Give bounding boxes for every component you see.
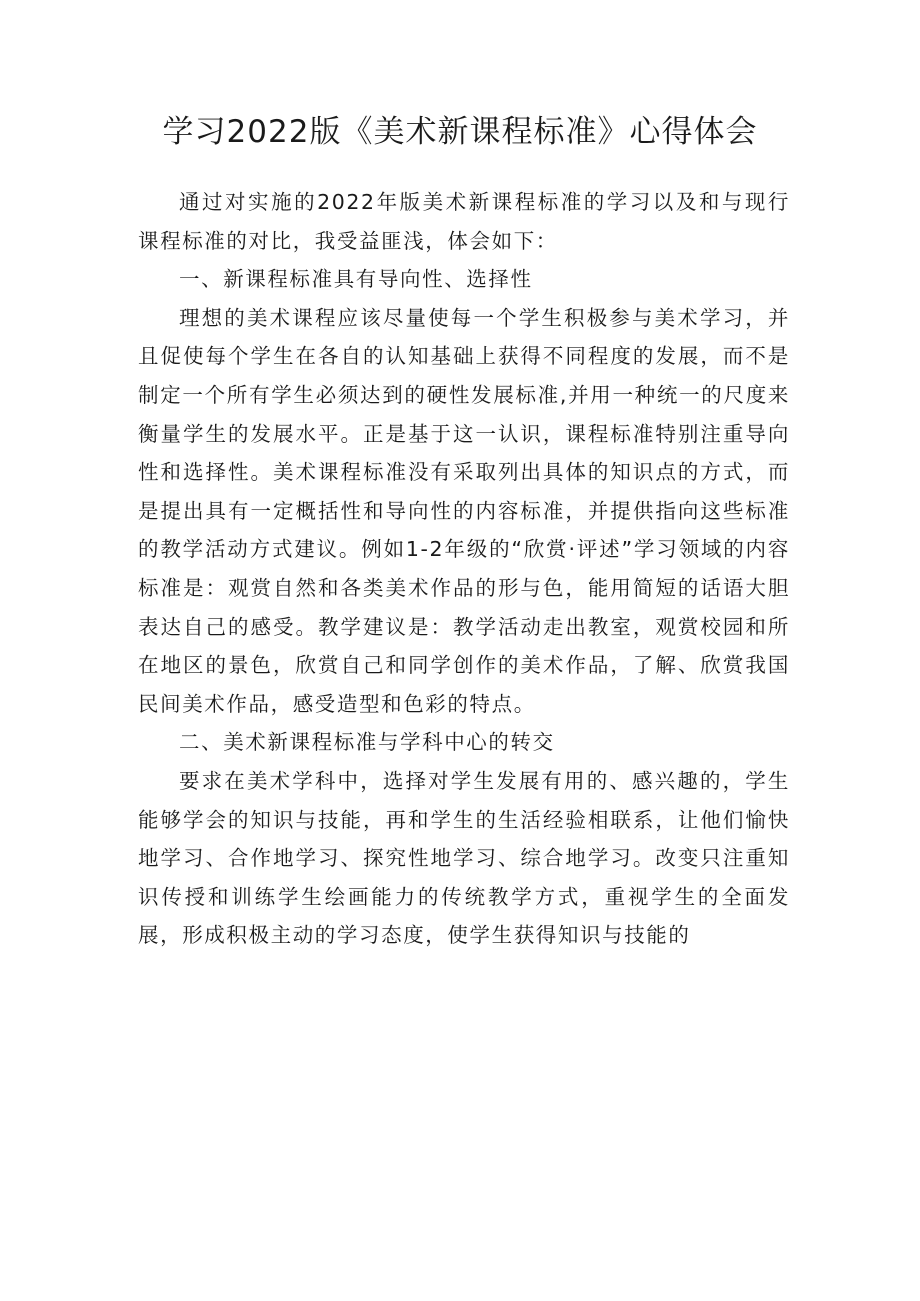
document-body: [138, 183, 790, 955]
section-1-paragraph: 理想的美术课程应该尽量使每一个学生积极参与美术学习，并且促使每个学生在各自的认知基础上获得不同程度的发展，而不是制定一个所有学生必须达到的硬性发展标准,并用一种统一的尺度来衡量学生的发展水平。正是基于这一认识，课程标准特别注重导向性和选择性。美术课程标准没有采取列出具体的知识点的方式，而是提出具有一定概括性和导向性的内容标准，并提供指向这些标准的教学活动方式建议。例如1-2年级的“欣赏·评述”学习领域的内容标准是：观赏自然和各类美术作品的形与色，能用简短的话语大胆表达自己的感受。教学建议是：教学活动走出教室，观赏校园和所在地区的景色，欣赏自己和同学创作的美术作品，了解、欣赏我国民间美术作品，感受造型和色彩的特点。: [138, 305, 790, 716]
intro-paragraph: 通过对实施的2022年版美术新课程标准的学习以及和与现行课程标准的对比，我受益匪浅，体会如下：: [138, 190, 790, 253]
document-title: 学习2022版《美术新课程标准》心得体会: [162, 114, 758, 150]
section-heading-1: 一、新课程标准具有导向性、选择性: [179, 267, 533, 292]
section-heading-2: 二、美术新课程标准与学科中心的转交: [179, 730, 555, 755]
section-2-paragraph: 要求在美术学科中，选择对学生发展有用的、感兴趣的，学生能够学会的知识与技能，再和学生的生活经验相联系，让他们愉快地学习、合作地学习、探究性地学习、综合地学习。改变只注重知识传授和训练学生绘画能力的传统教学方式，重视学生的全面发展，形成积极主动的学习态度，使学生获得知识与技能的: [138, 768, 790, 948]
